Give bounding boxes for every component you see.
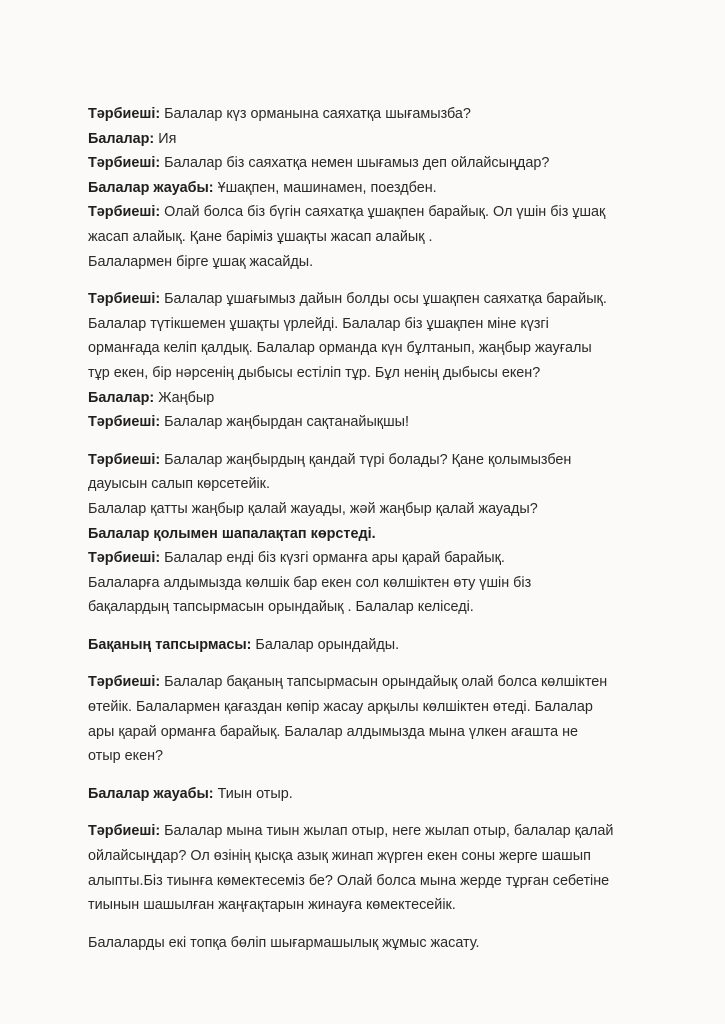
speaker-label: Бақаның тапсырмасы: bbox=[88, 636, 252, 653]
line-text: Балалар күз орманына саяхатқа шығамызба? bbox=[160, 106, 471, 122]
paragraph-gap bbox=[88, 769, 678, 782]
text-line bbox=[88, 522, 678, 547]
speaker-label: Тәрбиеші: bbox=[88, 674, 161, 691]
text-line bbox=[88, 893, 678, 918]
speaker-label: Тәрбиеші: bbox=[88, 823, 161, 840]
line-text: Балалар бақаның тапсырмасын орындайық олай болса көлшіктен bbox=[160, 674, 608, 691]
line-text: Балалар жаңбырдың қандай түрі болады? Қане қолымызбен bbox=[160, 451, 572, 468]
text-line bbox=[88, 819, 678, 844]
line-text: Балаларға алдымызда көлшік бар екен сол көлшіктен өту үшін біз bbox=[88, 574, 532, 591]
line-text: Балалар қатты жаңбыр қалай жауады, жәй жаңбыр қалай жауады? bbox=[88, 500, 538, 517]
speaker-label: Тәрбиеші: bbox=[88, 550, 161, 567]
speaker-label: Тәрбиеші: bbox=[88, 106, 161, 122]
line-text: ойлайсыңдар? Ол өзінің қысқа азық жинап жүрген екен соны жерге шашып bbox=[88, 848, 591, 865]
text-line bbox=[88, 670, 678, 695]
text-line bbox=[88, 744, 678, 769]
line-text: өтейік. Балалармен қағаздан көпір жасау арқылы көлшіктен өтеді. Балалар bbox=[88, 699, 593, 716]
paragraph-gap bbox=[88, 806, 678, 819]
text-line bbox=[88, 200, 678, 225]
text-line bbox=[88, 844, 678, 869]
text-line bbox=[88, 386, 678, 411]
line-text: Балалар ұшағымыз дайын болды осы ұшақпен саяхатқа барайық. bbox=[160, 291, 607, 308]
line-text: Ия bbox=[154, 130, 177, 147]
line-text: Балалар түтікшемен ұшақты үрлейді. Балалар біз ұшақпен міне күзгі bbox=[88, 315, 549, 332]
line-text: тұр екен, бір нәрсенің дыбысы естіліп тұр. Бұл ненің дыбысы екен? bbox=[88, 364, 541, 381]
speaker-label: Балалар: bbox=[88, 130, 155, 147]
text-line bbox=[88, 250, 678, 275]
line-text: бақалардың тапсырмасын орындайық . Балалар келіседі. bbox=[88, 599, 474, 616]
text-line bbox=[88, 931, 678, 956]
speaker-label: Тәрбиеші: bbox=[88, 414, 161, 431]
speaker-label: Тәрбиеші: bbox=[88, 451, 161, 468]
line-text: Олай болса біз бүгін саяхатқа ұшақпен барайық. Ол үшін біз ұшақ bbox=[160, 204, 606, 221]
text-line bbox=[88, 361, 678, 386]
paragraph-gap bbox=[88, 657, 678, 670]
text-line bbox=[88, 127, 678, 152]
line-text: орманғада келіп қалдық. Балалар орманда күн бұлтанып, жаңбыр жауғалы bbox=[88, 340, 592, 357]
paragraph-gap bbox=[88, 918, 678, 931]
document-body bbox=[88, 102, 678, 955]
text-line bbox=[88, 472, 678, 497]
text-line bbox=[88, 287, 678, 312]
line-text: Балалар біз саяхатқа немен шығамыз деп ойлайсыңдар? bbox=[160, 155, 550, 172]
text-line bbox=[88, 102, 678, 127]
speaker-label: Тәрбиеші: bbox=[88, 291, 161, 308]
text-line bbox=[88, 782, 678, 807]
line-text: Ұшақпен, машинамен, поездбен. bbox=[213, 179, 437, 196]
speaker-label: Тәрбиеші: bbox=[88, 204, 161, 221]
line-text: Балалар орындайды. bbox=[251, 636, 400, 653]
text-line bbox=[88, 312, 678, 337]
line-text: жасап алайық. Қане баріміз ұшақты жасап алайық . bbox=[88, 228, 433, 245]
text-line bbox=[88, 336, 678, 361]
text-line bbox=[88, 176, 678, 201]
line-text: тиынын шашылған жаңғақтарын жинауға көмектесейік. bbox=[88, 897, 456, 914]
paragraph-gap bbox=[88, 620, 678, 633]
line-text: Балалар мына тиын жылап отыр, неге жылап отыр, балалар қалай bbox=[160, 823, 614, 840]
line-text: Балаларды екі топқа бөліп шығармашылық жұмыс жасату. bbox=[88, 934, 480, 951]
line-text: отыр екен? bbox=[88, 748, 164, 765]
paragraph-gap bbox=[88, 435, 678, 448]
speaker-label: Тәрбиеші: bbox=[88, 155, 161, 172]
text-line bbox=[88, 448, 678, 473]
text-line bbox=[88, 869, 678, 894]
line-text: дауысын салып көрсетейік. bbox=[88, 476, 270, 493]
speaker-label: Балалар қолымен шапалақтап көрстеді. bbox=[88, 525, 376, 542]
line-text: Балалармен бірге ұшақ жасайды. bbox=[88, 253, 314, 270]
text-line bbox=[88, 595, 678, 620]
line-text: Балалар енді біз күзгі орманға ары қарай барайық. bbox=[160, 550, 505, 567]
text-line bbox=[88, 225, 678, 250]
speaker-label: Балалар: bbox=[88, 389, 155, 406]
line-text: ары қарай орманға барайық. Балалар алдымызда мына үлкен ағашта не bbox=[88, 723, 579, 740]
line-text: Тиын отыр. bbox=[213, 785, 293, 802]
paragraph-gap bbox=[88, 274, 678, 287]
text-line bbox=[88, 546, 678, 571]
line-text: Жаңбыр bbox=[154, 389, 215, 406]
speaker-label: Балалар жауабы: bbox=[88, 179, 214, 196]
text-line bbox=[88, 633, 678, 658]
text-line bbox=[88, 497, 678, 522]
text-line bbox=[88, 410, 678, 435]
line-text: алыпты.Біз тиынға көмектесеміз бе? Олай болса мына жерде тұрған себетіне bbox=[88, 872, 610, 889]
text-line bbox=[88, 720, 678, 745]
text-line bbox=[88, 571, 678, 596]
speaker-label: Балалар жауабы: bbox=[88, 785, 214, 802]
line-text: Балалар жаңбырдан сақтанайықшы! bbox=[160, 414, 409, 431]
text-line bbox=[88, 151, 678, 176]
text-line bbox=[88, 695, 678, 720]
